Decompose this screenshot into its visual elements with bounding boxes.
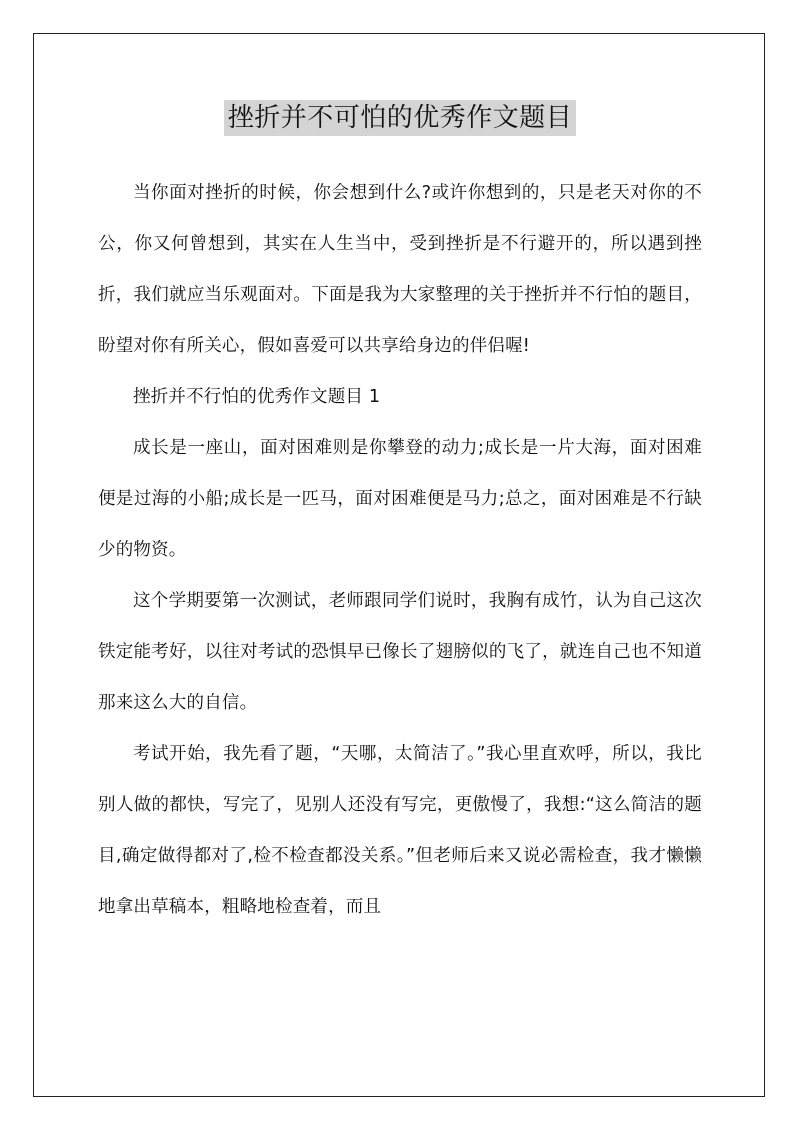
paragraph-intro: 当你面对挫折的时候，你会想到什么?或许你想到的，只是老天对你的不公，你又何曾想到，其实在人生当中，受到挫折是不行避开的，所以遇到挫折，我们就应当乐观面对。下面是我为大家整理的关于挫折并不行怕的题目，盼望对你有所关心，假如喜爱可以共享给身边的伴侣喔! [98, 183, 702, 356]
document-body [98, 168, 702, 933]
title-container [0, 100, 800, 136]
paragraph-exam-start: 考试开始，我先看了题，“天哪，太简洁了。”我心里直欢呼，所以，我比别人做的都快，写完了，见别人还没有写完，更傲慢了，我想:“这么简洁的题目,确定做得都对了,检不检查都没关系。”但老师后来又说必需检查，我才懒懒地拿出草稿本，粗略地检查着，而且 [98, 744, 702, 917]
section-heading: 挫折并不行怕的优秀作文题目 1 [133, 387, 381, 407]
paragraph-first-test: 这个学期要第一次测试，老师跟同学们说时，我胸有成竹，认为自己这次铁定能考好，以往对考试的恐惧早已像长了翅膀似的飞了，就连自己也不知道那来这么大的自信。 [98, 591, 702, 713]
document-title: 挫折并不可怕的优秀作文题目 [224, 100, 577, 136]
paragraph-growth: 成长是一座山，面对困难则是你攀登的动力;成长是一片大海，面对困难便是过海的小船;成长是一匹马，面对困难便是马力;总之，面对困难是不行缺少的物资。 [98, 438, 702, 560]
